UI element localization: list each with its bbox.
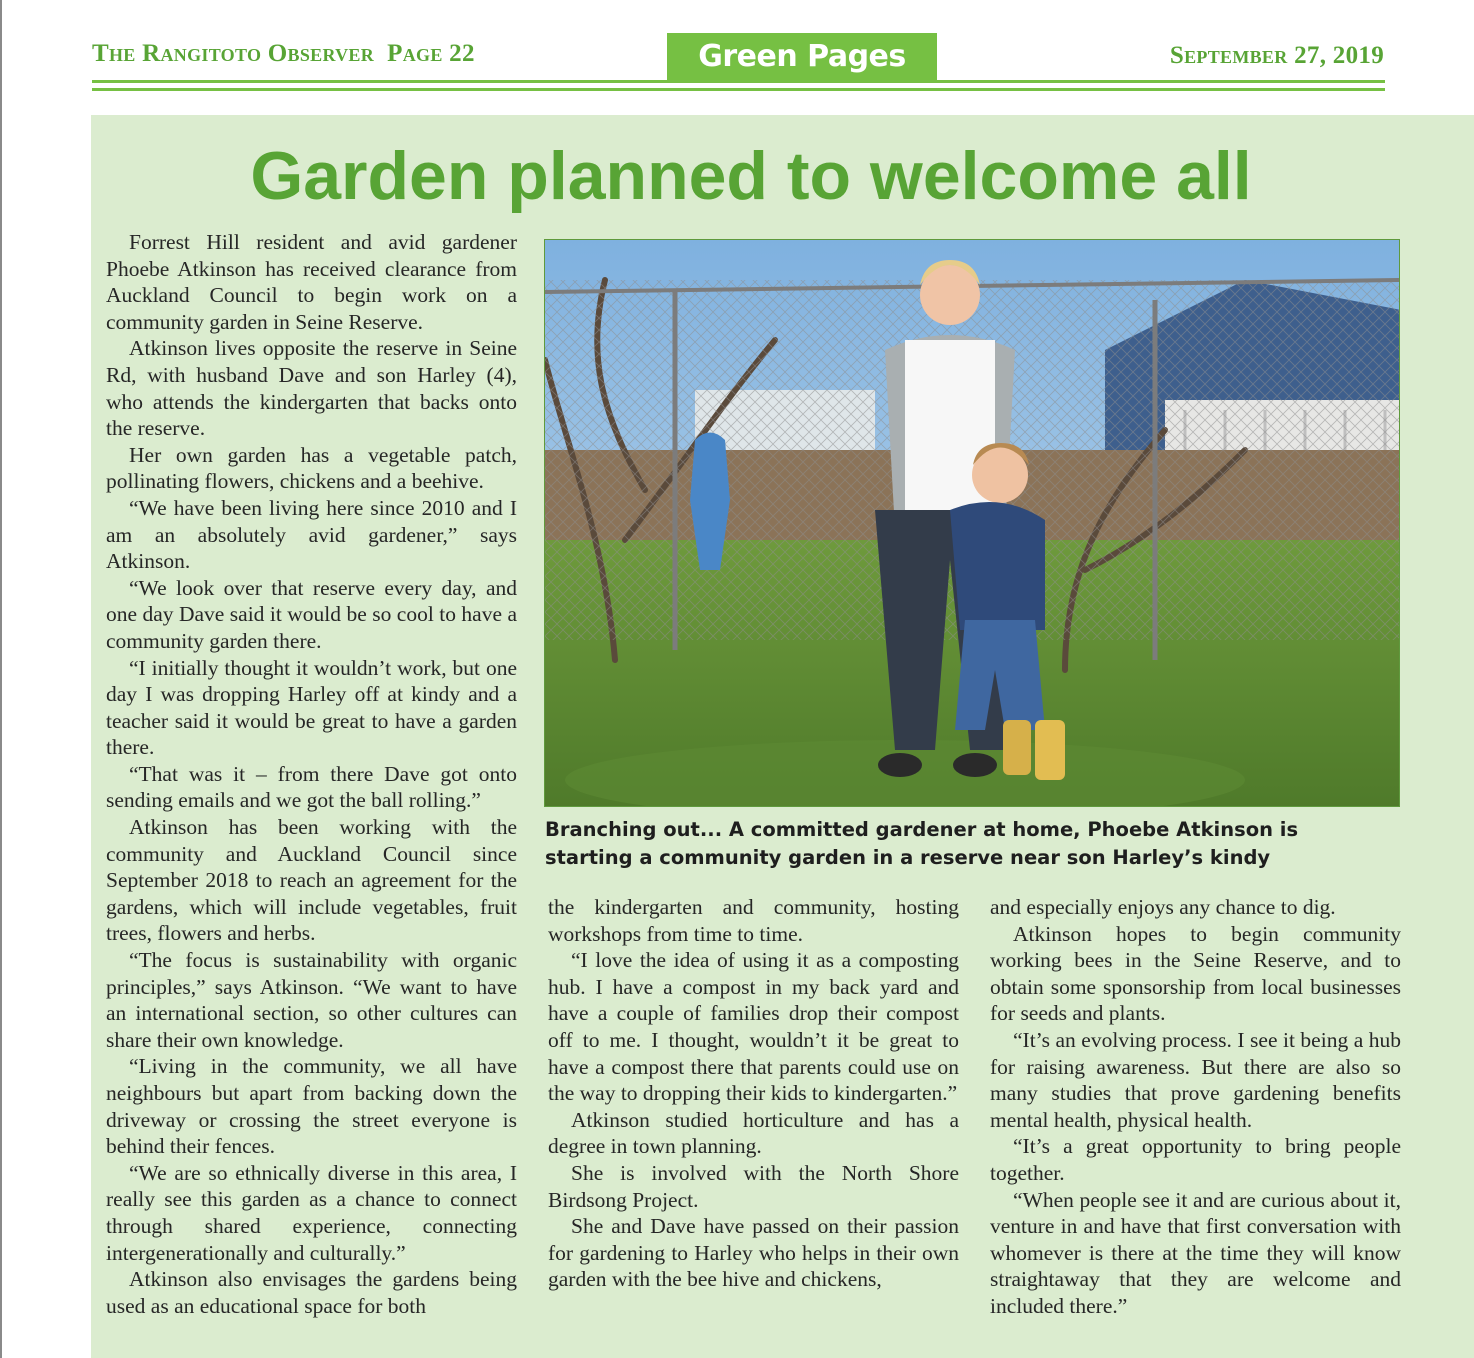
paragraph: the kindergarten and community, hosting workshops from time to time. xyxy=(548,895,959,946)
article-headline: Garden planned to welcome all xyxy=(250,138,1252,214)
paragraph: and especially enjoys any chance to dig. xyxy=(990,895,1336,919)
paragraph: Atkinson has been working with the community and Auckland Council since September 2018 to reach an agreement for the gardens, which will include vegetables, fruit trees, flowers and herbs. xyxy=(106,815,517,946)
section-banner: Green Pages xyxy=(667,33,937,80)
paragraph: “When people see it and are curious about it, venture in and have that first conversation with whomever is there at the time they will know straightaway that they are welcome and included there.” xyxy=(990,1187,1401,1318)
article-column-1 xyxy=(106,229,517,1319)
paragraph: Atkinson also envisages the gardens being used as an educational space for both xyxy=(106,1267,517,1318)
paragraph: She is involved with the North Shore Birdsong Project. xyxy=(548,1160,959,1212)
paragraph: “We are so ethnically diverse in this area, I really see this garden as a chance to connect through shared experience, connecting intergenerationally and culturally.” xyxy=(106,1160,517,1265)
masthead-publication xyxy=(92,40,475,68)
article-column-3 xyxy=(990,894,1401,1320)
article-photo xyxy=(544,239,1400,807)
publication-name: The Rangitoto Observer xyxy=(92,40,375,67)
masthead-rule-bottom xyxy=(92,88,1385,91)
paragraph: “I love the idea of using it as a composting hub. I have a compost in my back yard and have a couple of families drop their compost off to me. I thought, wouldn’t it be great to have a compost there that parents could use on the way to dropping their kids to kindergarten.” xyxy=(548,948,959,1106)
paragraph: “It’s a great opportunity to bring people together. xyxy=(990,1134,1401,1185)
paragraph: She and Dave have passed on their passion for gardening to Harley who helps in their own garden with the bee hive and chickens, xyxy=(548,1214,959,1292)
paragraph: Atkinson hopes to begin community working bees in the Seine Reserve, and to obtain some sponsorship from local businesses for seeds and plants. xyxy=(990,921,1401,1026)
article-column-2 xyxy=(548,894,959,1293)
caption-line-2: starting a community garden in a reserve near son Harley’s kindy xyxy=(545,846,1271,869)
paragraph: Her own garden has a vegetable patch, pollinating flowers, chickens and a beehive. xyxy=(106,442,517,494)
issue-date: September 27, 2019 xyxy=(1169,42,1384,69)
paragraph: “I initially thought it wouldn’t work, but one day I was dropping Harley off at kindy and a teacher said it would be great to have a garden there. xyxy=(106,655,517,760)
paragraph: “We look over that reserve every day, and one day Dave said it would be so cool to have a community garden there. xyxy=(106,575,517,653)
page-number: Page 22 xyxy=(387,40,475,67)
caption-line-1: Branching out... A committed gardener at home, Phoebe Atkinson is xyxy=(545,818,1299,841)
photo-caption xyxy=(545,816,1405,872)
paragraph: “Living in the community, we all have neighbours but apart from backing down the driveway or crossing the street everyone is behind their fences. xyxy=(106,1054,517,1159)
paragraph: “The focus is sustainability with organic principles,” says Atkinson. “We want to have an international section, so other cultures can share their own knowledge. xyxy=(106,948,517,1052)
masthead-rule-top xyxy=(92,80,1385,83)
paragraph: “It’s an evolving process. I see it being a hub for raising awareness. But there are also so many studies that prove gardening benefits mental health, physical health. xyxy=(990,1027,1401,1132)
photo-illustration xyxy=(545,240,1400,807)
paragraph: “We have been living here since 2010 and I am an absolutely avid gardener,” says Atkinson. xyxy=(106,495,517,574)
page-edge-rule xyxy=(0,0,2,1358)
paragraph: “That was it – from there Dave got onto sending emails and we got the ball rolling.” xyxy=(106,761,517,813)
paragraph: Atkinson studied horticulture and has a degree in town planning. xyxy=(548,1107,959,1159)
paragraph: Forrest Hill resident and avid gardener Phoebe Atkinson has received clearance from Auckland Council to begin work on a community garden in Seine Reserve. xyxy=(106,230,517,334)
paragraph: Atkinson lives opposite the reserve in Seine Rd, with husband Dave and son Harley (4), who attends the kindergarten that backs onto the reserve. xyxy=(106,336,517,441)
